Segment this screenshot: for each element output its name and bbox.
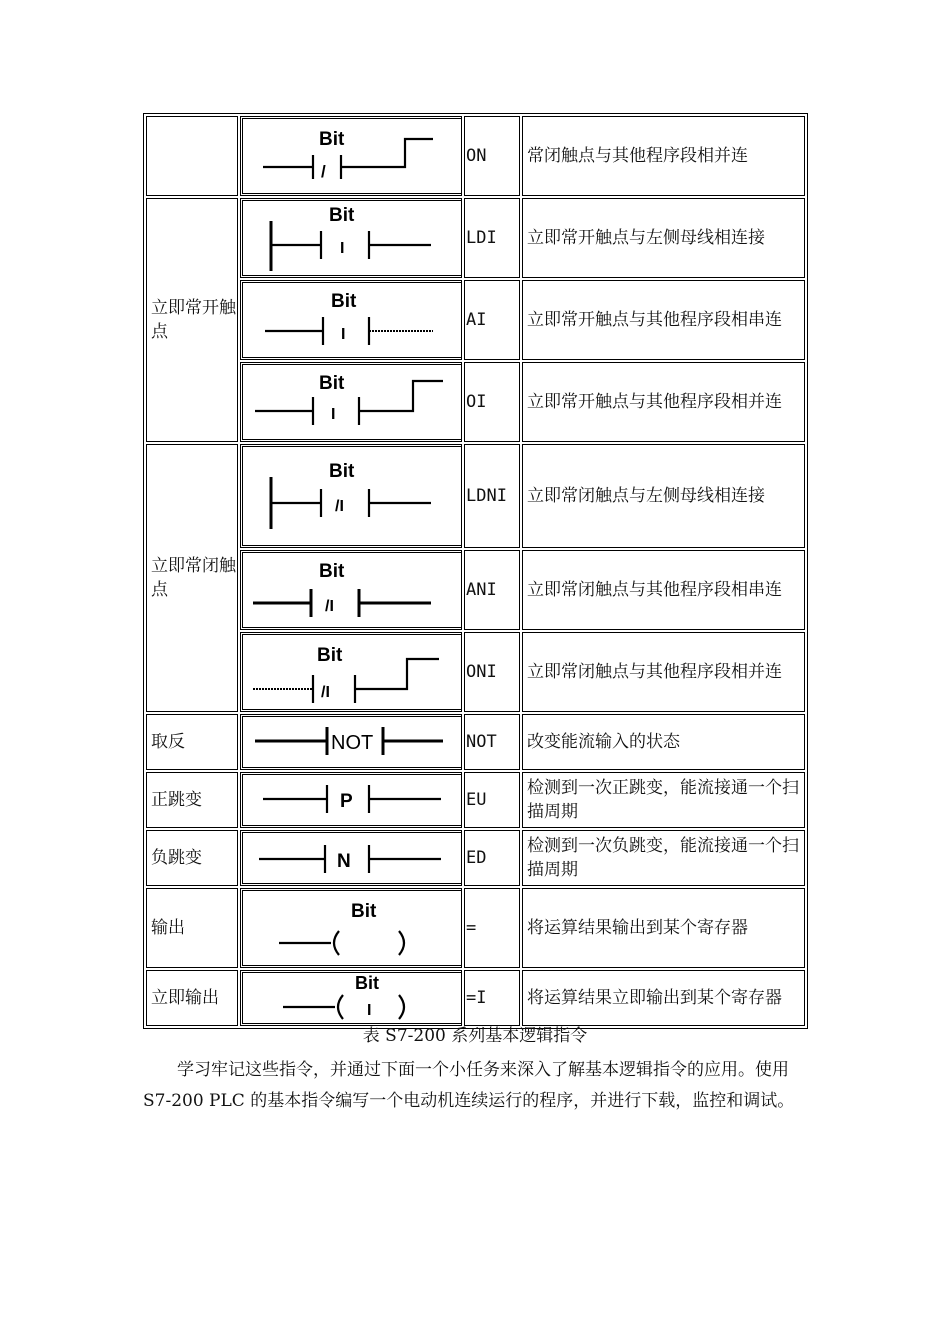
category-cell: 立即常闭触点 — [146, 444, 238, 712]
immediate-glyph: I — [331, 406, 336, 423]
instruction-table — [143, 113, 808, 1029]
table-row — [146, 550, 805, 630]
table-row — [146, 888, 805, 968]
mnemonic-cell: LDNI — [464, 444, 520, 548]
output-coil-symbol — [242, 890, 462, 966]
body-paragraph: 学习牢记这些指令，并通过下面一个小任务来深入了解基本逻辑指令的应用。使用 S7-200 PLC 的基本指令编写一个电动机连续运行的程序，并进行下载，监控和调试。 — [143, 1060, 795, 1111]
symbol-label: Bit — [331, 291, 357, 312]
immediate-closed-parallel-contact-symbol — [242, 634, 462, 710]
ladder-symbol-cell — [240, 198, 462, 278]
symbol-label: Bit — [319, 561, 345, 582]
table-row — [146, 970, 805, 1026]
symbol-label: P — [340, 791, 353, 812]
ladder-symbol-cell — [240, 714, 462, 770]
category-cell: 正跳变 — [146, 772, 238, 828]
description-cell: 检测到一次正跳变，能流接通一个扫描周期 — [522, 772, 805, 828]
table-row — [146, 116, 805, 196]
immediate-open-load-contact-symbol — [242, 200, 462, 276]
slash-glyph: / — [321, 162, 326, 181]
normally-closed-parallel-contact-symbol — [242, 118, 462, 194]
immediate-closed-load-contact-symbol — [242, 446, 462, 546]
ladder-symbol-cell — [240, 888, 462, 968]
ladder-symbol-cell — [240, 632, 462, 712]
description-cell: 常闭触点与其他程序段相并连 — [522, 116, 805, 196]
description-cell: 立即常开触点与其他程序段相串连 — [522, 280, 805, 360]
symbol-label: Bit — [329, 461, 355, 482]
symbol-label: NOT — [331, 732, 374, 754]
ladder-symbol-cell — [240, 772, 462, 828]
immediate-not-glyph: /I — [325, 598, 334, 615]
immediate-not-glyph: /I — [335, 498, 344, 515]
ladder-symbol-cell — [240, 550, 462, 630]
description-cell: 将运算结果立即输出到某个寄存器 — [522, 970, 805, 1026]
ladder-symbol-cell — [240, 970, 462, 1026]
symbol-label: Bit — [355, 973, 379, 993]
symbol-label: Bit — [319, 129, 345, 150]
ladder-symbol-cell — [240, 280, 462, 360]
table-row — [146, 444, 805, 548]
table-row — [146, 632, 805, 712]
immediate-glyph: I — [341, 326, 346, 343]
immediate-closed-series-contact-symbol — [242, 552, 462, 628]
description-cell: 立即常闭触点与其他程序段相串连 — [522, 550, 805, 630]
symbol-label: N — [337, 851, 351, 872]
immediate-open-parallel-contact-symbol — [242, 364, 462, 440]
ladder-symbol-cell — [240, 830, 462, 886]
description-cell: 改变能流输入的状态 — [522, 714, 805, 770]
mnemonic-cell: ON — [464, 116, 520, 196]
mnemonic-cell: EU — [464, 772, 520, 828]
ladder-symbol-cell — [240, 116, 462, 196]
category-cell: 输出 — [146, 888, 238, 968]
table-row — [146, 280, 805, 360]
table-row — [146, 362, 805, 442]
mnemonic-cell: =I — [464, 970, 520, 1026]
mnemonic-cell: NOT — [464, 714, 520, 770]
positive-transition-symbol — [242, 774, 462, 826]
immediate-output-coil-symbol — [242, 972, 462, 1024]
mnemonic-cell: = — [464, 888, 520, 968]
immediate-not-glyph: /I — [321, 684, 330, 701]
table-row — [146, 198, 805, 278]
description-cell: 立即常开触点与其他程序段相并连 — [522, 362, 805, 442]
symbol-label: Bit — [317, 645, 343, 666]
table-row — [146, 772, 805, 828]
description-cell: 将运算结果输出到某个寄存器 — [522, 888, 805, 968]
category-cell: 取反 — [146, 714, 238, 770]
table-row — [146, 714, 805, 770]
symbol-label: Bit — [319, 373, 345, 394]
immediate-glyph: I — [340, 240, 345, 257]
mnemonic-cell: OI — [464, 362, 520, 442]
description-cell: 立即常闭触点与左侧母线相连接 — [522, 444, 805, 548]
category-cell: 立即常开触点 — [146, 198, 238, 442]
category-cell: 立即输出 — [146, 970, 238, 1026]
symbol-label: Bit — [329, 205, 355, 226]
table-row — [146, 830, 805, 886]
description-cell: 立即常闭触点与其他程序段相并连 — [522, 632, 805, 712]
mnemonic-cell: ED — [464, 830, 520, 886]
category-cell — [146, 116, 238, 196]
ladder-symbol-cell — [240, 444, 462, 548]
category-cell: 负跳变 — [146, 830, 238, 886]
mnemonic-cell: AI — [464, 280, 520, 360]
immediate-open-series-contact-symbol — [242, 282, 462, 358]
mnemonic-cell: LDI — [464, 198, 520, 278]
description-cell: 检测到一次负跳变，能流接通一个扫描周期 — [522, 830, 805, 886]
ladder-symbol-cell — [240, 362, 462, 442]
immediate-glyph: I — [367, 1002, 372, 1019]
description-cell: 立即常开触点与左侧母线相连接 — [522, 198, 805, 278]
symbol-label: Bit — [351, 901, 377, 922]
mnemonic-cell: ONI — [464, 632, 520, 712]
mnemonic-cell: ANI — [464, 550, 520, 630]
table-caption: 表 S7-200 系列基本逻辑指令 — [362, 1026, 588, 1046]
not-instruction-symbol — [242, 716, 462, 768]
negative-transition-symbol — [242, 832, 462, 884]
